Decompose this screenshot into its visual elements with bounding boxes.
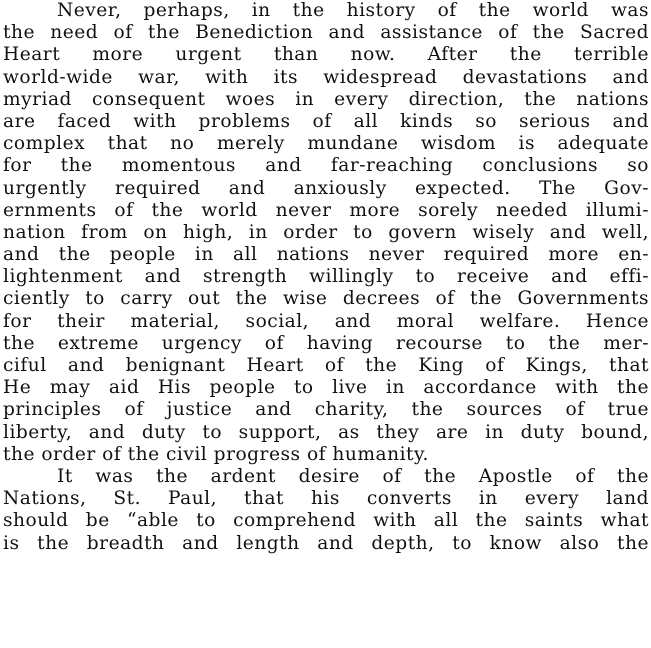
- text-line: urgently required and anxiously expected. The Gov-: [3, 177, 649, 199]
- text-line: are faced with problems of all kinds so serious and: [3, 110, 649, 132]
- text-line: ernments of the world never more sorely needed illumi-: [3, 199, 649, 221]
- text-line: liberty, and duty to support, as they are in duty bound,: [3, 421, 649, 443]
- text-line: the order of the civil progress of humanity.: [3, 443, 429, 465]
- text-line: It was the ardent desire of the Apostle of the: [57, 465, 649, 487]
- paragraph-2: [3, 466, 649, 555]
- text-line: should be “able to comprehend with all the saints what: [3, 510, 649, 532]
- text-line: complex that no merely mundane wisdom is adequate: [3, 133, 649, 155]
- text-line: principles of justice and charity, the sources of true: [3, 399, 649, 421]
- text-line: is the breadth and length and depth, to know also the: [3, 532, 649, 554]
- text-line: world-wide war, with its widespread devastations and: [3, 66, 649, 88]
- text-line: the extreme urgency of having recourse to the mer-: [3, 332, 649, 354]
- text-line: nation from on high, in order to govern wisely and well,: [3, 221, 649, 243]
- text-line: myriad consequent woes in every direction, the nations: [3, 88, 649, 110]
- text-line: ciently to carry out the wise decrees of the Governments: [3, 288, 649, 310]
- text-line: for the momentous and far-reaching conclusions so: [3, 155, 649, 177]
- text-line: Heart more urgent than now. After the terrible: [3, 44, 649, 66]
- text-line: and the people in all nations never required more en-: [3, 244, 649, 266]
- text-line: ciful and benignant Heart of the King of Kings, that: [3, 355, 649, 376]
- text-line: He may aid His people to live in accordance with the: [3, 377, 649, 399]
- text-line: Never, perhaps, in the history of the world was: [57, 0, 649, 21]
- text-line: for their material, social, and moral welfare. Hence: [3, 310, 649, 332]
- text-line: Nations, St. Paul, that his converts in every land: [3, 488, 649, 510]
- text-line: the need of the Benediction and assistance of the Sacred: [3, 22, 649, 44]
- text-line: lightenment and strength willingly to receive and effi-: [3, 266, 649, 288]
- document-page: [3, 0, 649, 555]
- paragraph-1: [3, 0, 649, 466]
